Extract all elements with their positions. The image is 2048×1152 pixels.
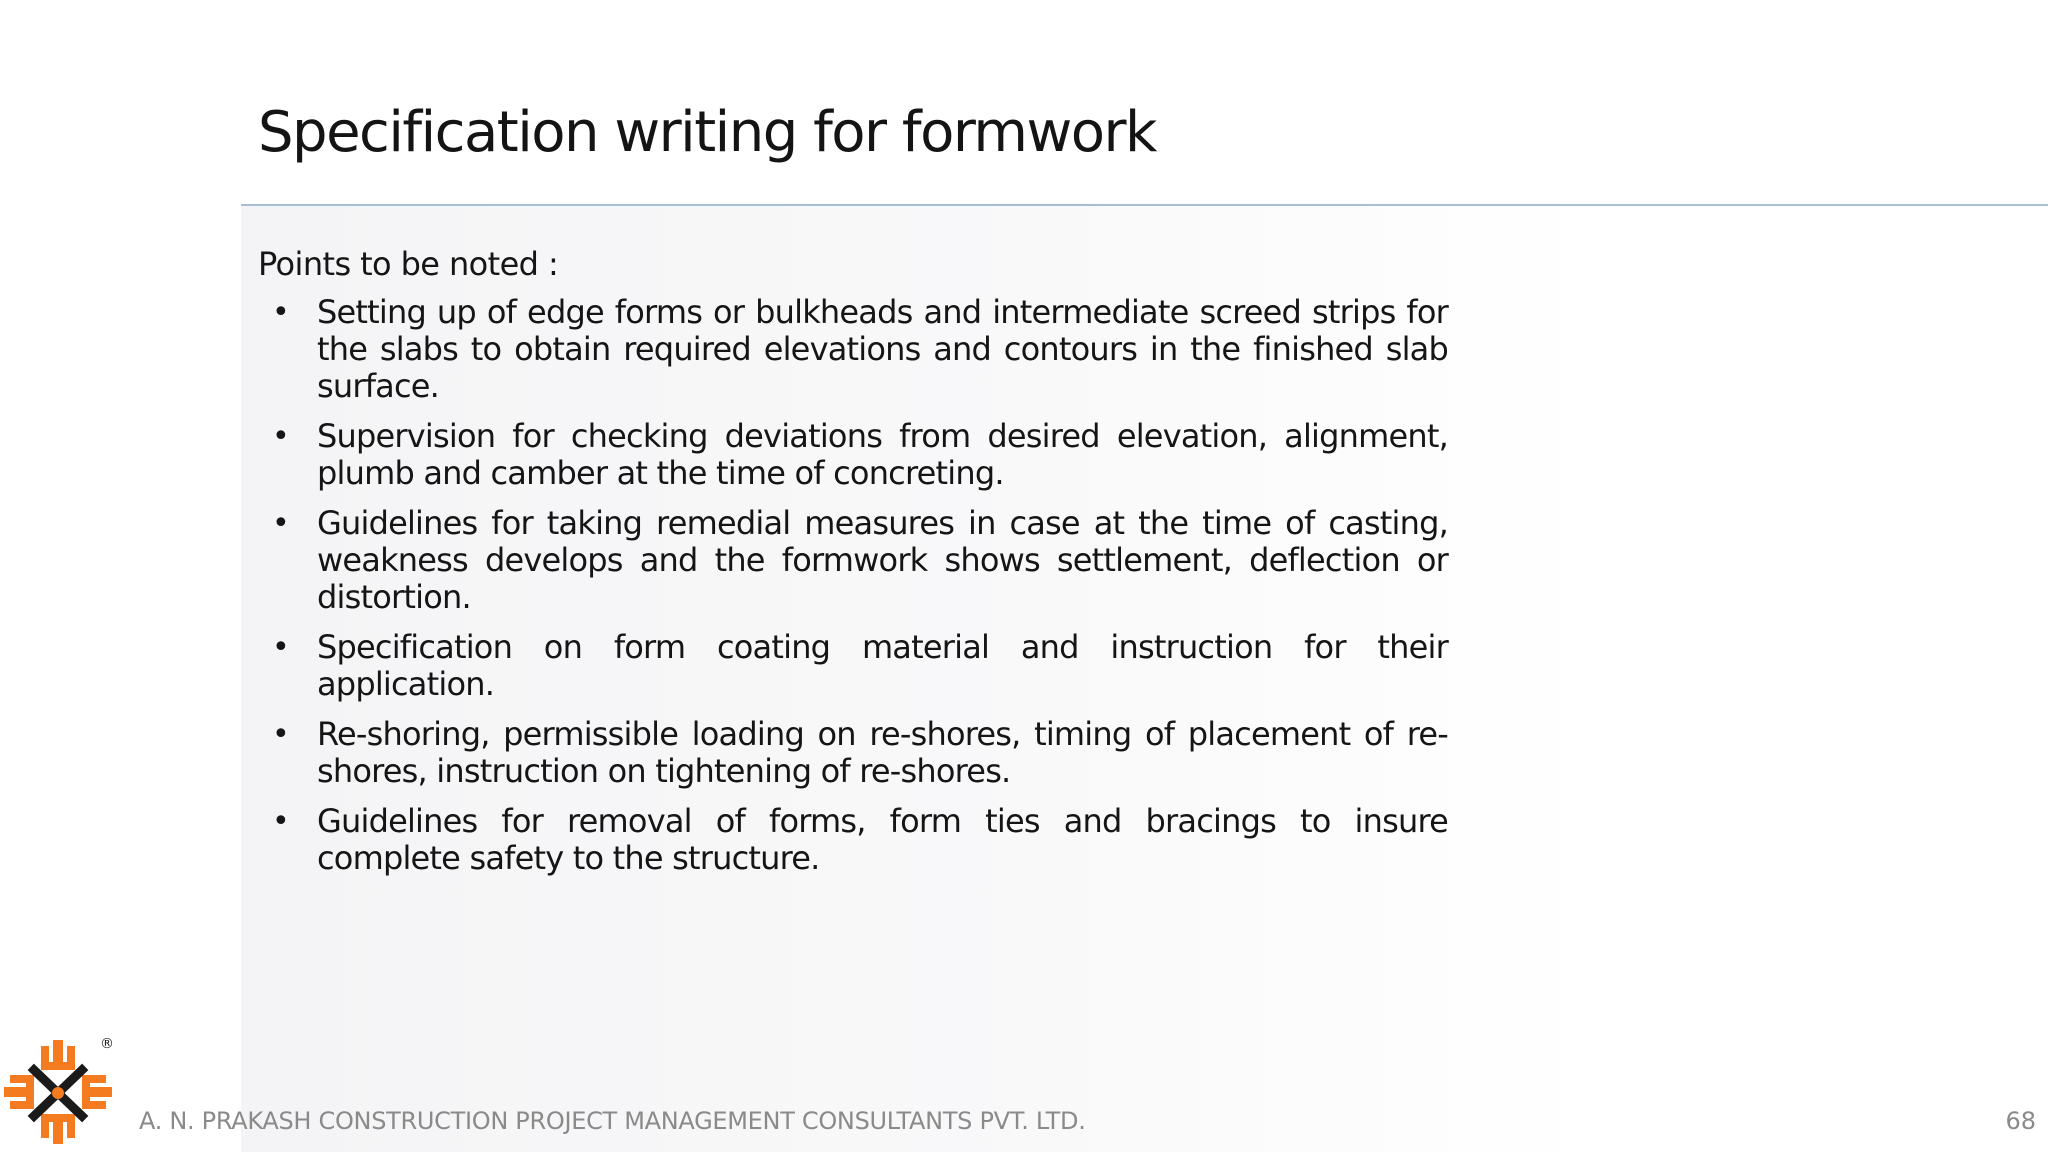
registered-mark: ® <box>100 1036 114 1052</box>
bullet-text: Guidelines for removal of forms, form ties and bracings to insure complete safety to the structure. <box>317 802 1448 877</box>
bullet-dot-icon: • <box>272 419 289 454</box>
footer-company-name: A. N. PRAKASH CONSTRUCTION PROJECT MANAGEMENT CONSULTANTS PVT. LTD. <box>139 1107 1086 1135</box>
slide-body <box>258 244 1448 890</box>
bullet-item <box>258 505 1448 616</box>
page-number: 68 <box>2005 1107 2036 1135</box>
bullet-list <box>258 294 1448 877</box>
bullet-item <box>258 418 1448 492</box>
bullet-dot-icon: • <box>272 804 289 839</box>
slide-title: Specification writing for formwork <box>258 100 1156 165</box>
bullet-text: Guidelines for taking remedial measures in case at the time of casting, weakness develops and the formwork shows settlement, deflection or distortion. <box>317 504 1448 616</box>
bullet-text: Setting up of edge forms or bulkheads and intermediate screed strips for the slabs to obtain required elevations and contours in the finished slab surface. <box>317 293 1448 405</box>
bullet-item <box>258 803 1448 877</box>
bullet-item <box>258 294 1448 405</box>
company-logo-icon <box>4 1036 114 1148</box>
bullet-item <box>258 629 1448 703</box>
bullet-item <box>258 716 1448 790</box>
intro-text: Points to be noted : <box>258 245 559 283</box>
bullet-text: Supervision for checking deviations from desired elevation, alignment, plumb and camber at the time of concreting. <box>317 417 1448 492</box>
title-divider <box>241 204 2048 206</box>
bullet-dot-icon: • <box>272 630 289 665</box>
bullet-dot-icon: • <box>272 717 289 752</box>
bullet-text: Re-shoring, permissible loading on re-shores, timing of placement of re-shores, instruction on tightening of re-shores. <box>317 715 1448 790</box>
bullet-dot-icon: • <box>272 506 289 541</box>
bullet-dot-icon: • <box>272 295 289 330</box>
bullet-text: Specification on form coating material and instruction for their application. <box>317 628 1448 703</box>
